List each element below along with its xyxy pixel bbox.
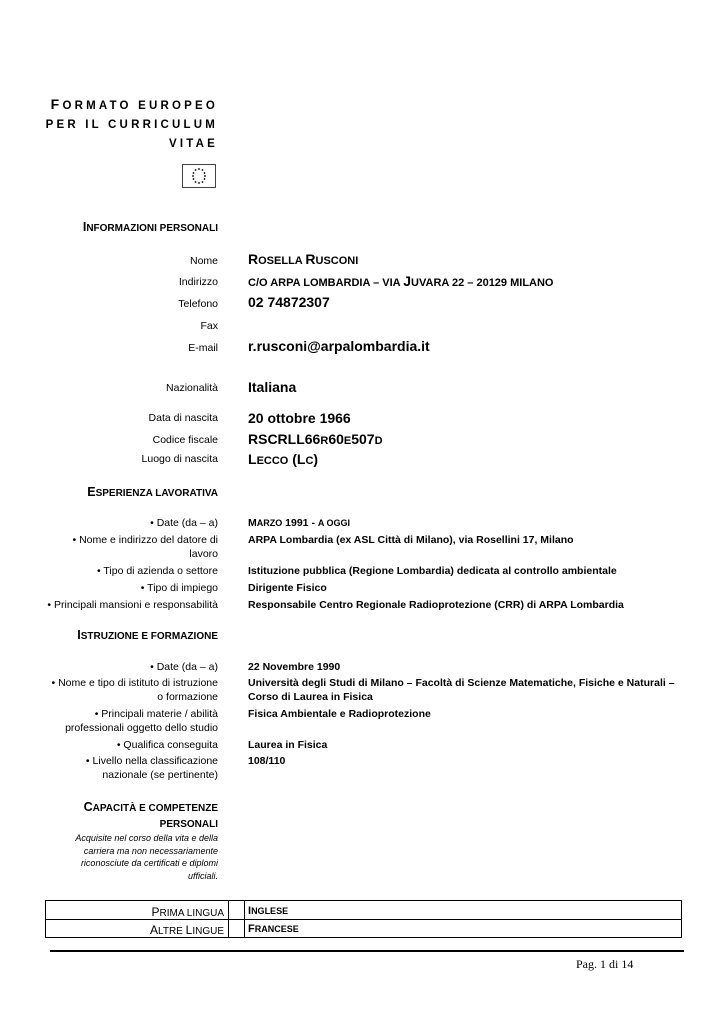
- section-education: ISTRUZIONE E FORMAZIONE: [77, 628, 218, 642]
- cv-title: [46, 95, 218, 154]
- value-nazionalita: Italiana: [248, 379, 297, 395]
- section-skills: CAPACITÀ E COMPETENZE PERSONALI: [83, 800, 218, 830]
- section-personal-info: INFORMAZIONI PERSONALI: [82, 220, 218, 234]
- label-work-position: • Tipo di impiego: [140, 582, 218, 594]
- label-fax: Fax: [200, 320, 218, 332]
- label-edu-institute: • Nome e tipo di istituto di istruzione o formazione: [51, 677, 218, 703]
- value-edu-subjects: Fisica Ambientale e Radioprotezione: [248, 708, 431, 720]
- value-indirizzo: C/O ARPA LOMBARDIA – VIA JUVARA 22 – 20129 MILANO: [248, 273, 554, 289]
- value-work-duties: Responsabile Centro Regionale Radioprotezione (CRR) di ARPA Lombardia: [248, 599, 624, 611]
- label-nome: Nome: [189, 255, 218, 267]
- label-edu-date: • Date (da – a): [150, 661, 218, 673]
- label-edu-qualification: • Qualifica conseguita: [116, 739, 218, 751]
- value-edu-qualification: Laurea in Fisica: [248, 739, 328, 751]
- label-indirizzo: Indirizzo: [178, 276, 218, 288]
- label-work-employer: • Nome e indirizzo del datore di lavoro: [72, 534, 218, 560]
- label-codice-fiscale: Codice fiscale: [152, 434, 218, 446]
- label-luogo-nascita: Luogo di nascita: [141, 453, 218, 465]
- label-nazionalita: Nazionalità: [166, 382, 218, 394]
- value-edu-institute: Università degli Studi di Milano – Facoltà di Scienze Matematiche, Fisiche e Naturali – Corso di Laurea in Fisica: [248, 677, 675, 703]
- language-table: [45, 900, 682, 938]
- label-email: E-mail: [188, 342, 218, 354]
- value-luogo-nascita: LECCO (LC): [248, 451, 319, 467]
- value-telefono: 02 74872307: [248, 294, 330, 310]
- value-work-date: MARZO 1991 - A OGGI: [248, 517, 351, 529]
- value-email: r.rusconi@arpalombardia.it: [248, 338, 430, 354]
- label-work-duties: • Principali mansioni e responsabilità: [47, 599, 218, 611]
- footer-divider: [50, 950, 684, 952]
- label-telefono: Telefono: [178, 298, 218, 310]
- label-other-languages: ALTRE LINGUE: [150, 923, 224, 937]
- value-nome: ROSELLA RUSCONI: [248, 251, 359, 267]
- language-row-other: [46, 919, 681, 937]
- label-data-nascita: Data di nascita: [148, 412, 218, 424]
- value-data-nascita: 20 ottobre 1966: [248, 410, 351, 426]
- value-edu-level: 108/110: [248, 755, 286, 767]
- value-codice-fiscale: RSCRLL66R60E507D: [248, 431, 383, 447]
- cv-title-line2: PER IL CURRICULUM: [45, 119, 218, 131]
- label-work-date: • Date (da – a): [150, 517, 218, 529]
- value-first-language: INGLESE: [248, 905, 289, 917]
- label-first-language: PRIMA LINGUA: [151, 905, 224, 919]
- label-edu-level: • Livello nella classificazione nazionale (se pertinente): [85, 755, 218, 781]
- language-row-first: [46, 901, 681, 920]
- value-work-position: Dirigente Fisico: [248, 582, 327, 594]
- value-work-employer: ARPA Lombardia (ex ASL Città di Milano), via Rosellini 17, Milano: [248, 534, 574, 546]
- section-work-experience: ESPERIENZA LAVORATIVA: [87, 485, 218, 499]
- cv-title-line3: VITAE: [168, 138, 218, 150]
- value-other-languages: FRANCESE: [248, 923, 299, 935]
- cv-title-line1: FORMATO EUROPEO: [50, 96, 218, 112]
- value-edu-date: 22 Novembre 1990: [248, 661, 341, 673]
- skills-note: Acquisite nel corso della vita e della carriera ma non necessariamente riconosciute da certificati e diplomi ufficiali.: [75, 833, 218, 881]
- page-number: Pag. 1 di 14: [576, 957, 634, 971]
- eu-flag-icon: [182, 164, 216, 188]
- label-work-sector: • Tipo di azienda o settore: [96, 565, 218, 577]
- value-work-sector: Istituzione pubblica (Regione Lombardia) dedicata al controllo ambientale: [248, 565, 617, 577]
- label-edu-subjects: • Principali materie / abilità professionali oggetto dello studio: [65, 708, 218, 734]
